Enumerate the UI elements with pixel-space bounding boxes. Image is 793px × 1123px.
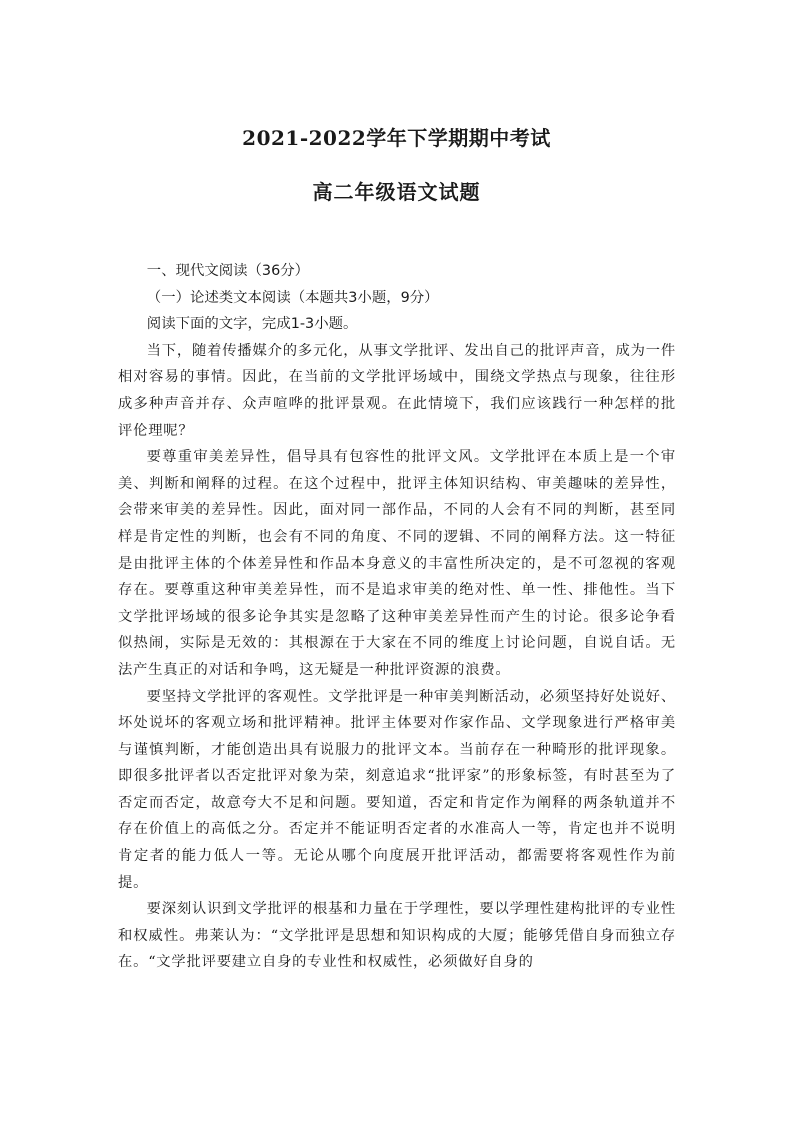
reading-instruction: 阅读下面的文字，完成1-3小题。 xyxy=(146,316,358,333)
exam-title: 2021-2022学年下学期期中考试 xyxy=(242,126,551,150)
section-heading: 一、现代文阅读（36分） xyxy=(146,263,310,279)
document-body xyxy=(118,258,676,976)
paragraph-3: 要坚持文学批评的客观性。文学批评是一种审美判断活动，必须坚持好处说好、坏处说坏的客观立场和批评精神。批评主体要对作家作品、文学现象进行严格审美与谨慎判断，才能创造出具有说服力的批评文本。当前存在一种畸形的批评现象。即很多批评者以否定批评对象为荣，刻意追求“批评家”的形象标签，有时甚至为了否定而否定，故意夸大不足和问题。要知道，否定和肯定作为阐释的两条轨道并不存在价值上的高低之分。否定并不能证明否定者的水准高人一等，肯定也并不说明肯定者的能力低人一等。无论从哪个向度展开批评活动，都需要将客观性作为前提。 xyxy=(118,688,676,891)
subsection-heading: （一）论述类文本阅读（本题共3小题，9分） xyxy=(146,289,439,306)
paragraph-1: 当下，随着传播媒介的多元化，从事文学批评、发出自己的批评声音，成为一件相对容易的事情。因此，在当前的文学批评场域中，围绕文学热点与现象，往往形成多种声音并存、众声喧哗的批评景观。在此情境下，我们应该践行一种怎样的批评伦理呢？ xyxy=(118,342,676,439)
exam-subtitle: 高二年级语文试题 xyxy=(312,180,481,204)
paragraph-4: 要深刻认识到文学批评的根基和力量在于学理性，要以学理性建构批评的专业性和权威性。弗莱认为：“文学批评是思想和知识构成的大厦；能够凭借自身而独立存在。“文学批评要建立自身的专业性和权威性，必须做好自身的 xyxy=(118,901,676,971)
paragraph-2: 要尊重审美差异性，倡导具有包容性的批评文风。文学批评在本质上是一个审美、判断和阐释的过程。在这个过程中，批评主体知识结构、审美趣味的差异性，会带来审美的差异性。因此，面对同一部作品，不同的人会有不同的判断，甚至同样是肯定性的判断，也会有不同的角度、不同的逻辑、不同的阐释方法。这一特征是由批评主体的个体差异性和作品本身意义的丰富性所决定的，是不可忽视的客观存在。要尊重这种审美差异性，而不是追求审美的绝对性、单一性、排他性。当下文学批评场域的很多论争其实是忽略了这种审美差异性而产生的讨论。很多论争看似热闹，实际是无效的：其根源在于大家在不同的维度上讨论问题，自说自话。无法产生真正的对话和争鸣，这无疑是一种批评资源的浪费。 xyxy=(118,449,676,678)
